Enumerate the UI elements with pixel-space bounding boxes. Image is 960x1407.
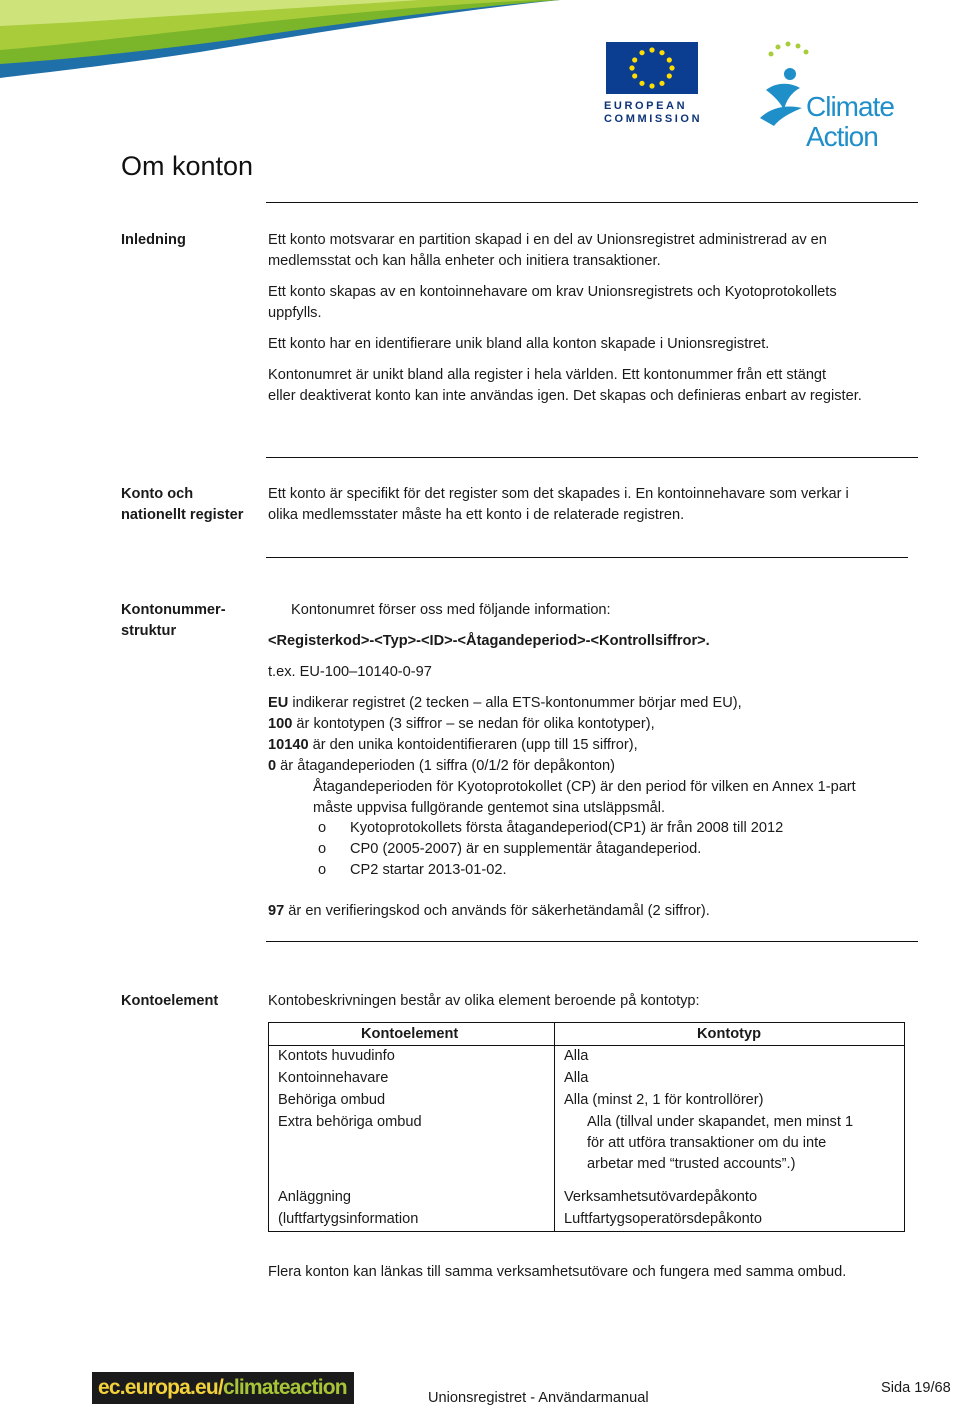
table-cell: för att utföra transaktioner om du inte <box>587 1135 827 1151</box>
part-type-line: 100 är kontotypen (3 siffror – se nedan för olika kontotyper), <box>268 716 655 732</box>
section-label-elements: Kontoelement <box>121 993 219 1009</box>
table-cell: (luftfartygsinformation <box>278 1211 419 1227</box>
page-title: Om konton <box>121 151 254 181</box>
climate-action-logo <box>756 38 960 152</box>
climate-action-wordmark: Climate Action <box>806 91 894 152</box>
header-swoosh-decoration <box>0 0 560 80</box>
table-cell: Alla (tillval under skapandet, men minst 1 <box>587 1114 854 1130</box>
account-number-format: <Registerkod>-<Typ>-<ID>-<Åtagandeperiod>-<Kontrollsiffror>. <box>268 633 710 649</box>
divider <box>266 557 908 558</box>
table-cell: Alla <box>564 1070 589 1086</box>
table-cell: arbetar med “trusted accounts”.) <box>587 1156 796 1172</box>
european-commission-wordmark: EUROPEAN COMMISSION <box>604 100 703 125</box>
divider <box>266 941 918 942</box>
account-elements-table <box>268 1022 905 1232</box>
table-header-element: Kontoelement <box>361 1026 459 1042</box>
elements-outro: Flera konton kan länkas till samma verksamhetsutövare och fungera med samma ombud. <box>268 1264 847 1280</box>
account-number-example: t.ex. EU-100–10140-0-97 <box>268 664 432 680</box>
footer-document-title: Unionsregistret - Användarmanual <box>428 1390 649 1406</box>
bullet-icon: o <box>318 841 327 857</box>
bullet-icon: o <box>318 862 327 878</box>
footer-page-number: Sida 19/68 <box>881 1380 951 1396</box>
european-commission-logo <box>602 38 702 130</box>
table-column-divider <box>554 1023 555 1231</box>
structure-intro: Kontonumret förser oss med följande information: <box>291 602 611 618</box>
table-cell: Kontots huvudinfo <box>278 1048 395 1064</box>
national-paragraph: Ett konto är specifikt för det register som det skapades i. En kontoinnehavare som verkar i olika medlemsstater måste ha ett konto i de relaterade registren. <box>268 486 849 523</box>
divider <box>266 202 918 203</box>
table-header-type: Kontotyp <box>697 1026 762 1042</box>
table-cell: Luftfartygsoperatörsdepåkonto <box>564 1211 762 1227</box>
section-label-intro: Inledning <box>121 232 186 248</box>
table-cell: Behöriga ombud <box>278 1092 386 1108</box>
part-check-line: 97 är en verifieringskod och används för säkerhetändamål (2 siffror). <box>268 903 710 919</box>
intro-paragraph-4: Kontonumret är unikt bland alla register i hela världen. Ett kontonummer från ett stängt eller deaktiverat konto kan inte användas igen. Det skapas och definieras enbart av register. <box>268 367 862 404</box>
table-cell: Alla (minst 2, 1 för kontrollörer) <box>564 1092 764 1108</box>
intro-paragraph-3: Ett konto har en identifierare unik bland alla konton skapade i Unionsregistret. <box>268 336 770 352</box>
part-period-line: 0 är åtagandeperioden (1 siffra (0/1/2 för depåkonton) <box>268 758 615 774</box>
section-label-structure: Kontonummer- struktur <box>121 602 226 639</box>
section-label-national: Konto och nationellt register <box>121 486 244 523</box>
table-cell: Anläggning <box>278 1189 352 1205</box>
intro-paragraph-2: Ett konto skapas av en kontoinnehavare om krav Unionsregistrets och Kyotoprotokollets uppfylls. <box>268 284 837 321</box>
table-cell: Verksamhetsutövardepåkonto <box>564 1189 758 1205</box>
elements-intro: Kontobeskrivningen består av olika element beroende på kontotyp: <box>268 993 700 1009</box>
table-cell: Alla <box>564 1048 589 1064</box>
eu-flag-icon <box>606 42 698 94</box>
period-description: Åtagandeperioden för Kyotoprotokollet (CP) är den period för vilken en Annex 1-part måste uppvisa fullgörande gentemot sina utsläppsmål. <box>313 779 856 816</box>
part-registry-line: EU indikerar registret (2 tecken – alla ETS-kontonummer börjar med EU), <box>268 695 742 711</box>
footer-climateaction-url-logo: ec.europa.eu/climateaction <box>92 1372 354 1404</box>
structure-part-lines <box>268 693 742 777</box>
table-cell: Kontoinnehavare <box>278 1070 389 1086</box>
intro-paragraph-1: Ett konto motsvarar en partition skapad i en del av Unionsregistret administrerad av en medlemsstat och kan hålla enheter och initiera transaktioner. <box>268 232 827 269</box>
part-id-line: 10140 är den unika kontoidentifieraren (upp till 15 siffror), <box>268 737 638 753</box>
table-cell: Extra behöriga ombud <box>278 1114 422 1130</box>
divider <box>266 457 918 458</box>
bullet-icon: o <box>318 820 327 836</box>
